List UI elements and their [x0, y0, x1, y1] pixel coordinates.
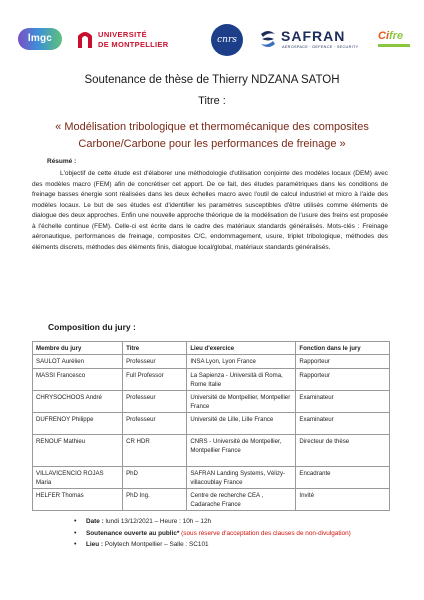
table-row: [33, 413, 390, 435]
resume-text: L'objectif de cette étude est d'élaborer une méthodologie d'utilisation conjointe des modèles locaux (DEM) avec des modèles macro (FEM) afin de concrétiser cet apport. De ce fait, des études paramétriques dans les conditions de freinage basses énergie sont réalisées dans les deux échelles macro avec l'outil de calcul industriel et micro à l'aide des modèles locaux. Le but de ses études est d'identifier les paramètres susceptibles d'être utilisés comme éléments de dialogue des deux approches. Enfin une nouvelle approche théorique de la modélisation de l'usure des freins est proposée à l'échelle continue (FEM). Celle-ci est écrite dans le cadre des matériaux standards généralisés. Mots-clés : Freinage aéronautique, performances de freinage, composites C/C, endommagement, usure, triplet tribologique, méthodes des éléments discrets, méthodes des éléments finis, dialogue local/global, matériaux standards généralisés.: [32, 170, 388, 251]
jury-title: Professeur: [123, 391, 187, 413]
jury-role: Directeur de thèse: [296, 435, 390, 467]
bullet-icon: •: [74, 518, 77, 525]
umontpellier-line1: UNIVERSITÉ: [98, 30, 148, 39]
lmgc-logo: lmgc: [18, 28, 62, 50]
jury-member: VILLAVICENCIO ROJAS Maria: [33, 467, 123, 489]
soutenance-heading: Soutenance de thèse de Thierry NDZANA SATOH: [84, 74, 340, 86]
jury-col-place: Lieu d'exercice: [187, 342, 296, 355]
jury-place: INSA Lyon, Lyon France: [187, 355, 296, 369]
date-value: lundi 13/12/2021 – Heure : 10h – 12h: [103, 518, 212, 525]
safran-tagline: AEROSPACE · DEFENCE · SECURITY: [282, 45, 359, 49]
table-row: [33, 435, 390, 467]
public-note: (sous réserve d'acceptation des clauses de non-divulgation): [179, 529, 351, 537]
jury-member: SAULOT Aurélien: [33, 355, 123, 369]
thesis-title-line1: « Modélisation tribologique et thermomécanique des composites: [55, 121, 369, 133]
table-row: [33, 489, 390, 511]
cifre-logo: [376, 26, 412, 54]
table-row: [33, 355, 390, 369]
jury-role: Encadrante: [296, 467, 390, 489]
jury-role: Rapporteur: [296, 355, 390, 369]
umontpellier-line2: DE MONTPELLIER: [98, 40, 169, 49]
jury-title: CR HDR: [123, 435, 187, 467]
jury-member: MASSI Francesco: [33, 369, 123, 391]
cifre-accent: fre: [389, 30, 404, 42]
jury-member: CHRYSOCHOOS André: [33, 391, 123, 413]
jury-place: CNRS - Université de Montpellier, Montpellier France: [187, 435, 296, 467]
jury-place: SAFRAN Landing Systems, Vélizy-villacoublay France: [187, 467, 296, 489]
jury-place: Centre de recherche CEA , Cadarache France: [187, 489, 296, 511]
bullet-icon: •: [74, 529, 77, 537]
safran-logo: [258, 26, 370, 56]
jury-title: Professeur: [123, 355, 187, 369]
titre-label: Titre :: [198, 95, 226, 107]
cifre-wordmark: [378, 30, 403, 42]
thesis-title-line2: Carbone/Carbone pour les performances de freinage »: [78, 138, 346, 150]
jury-role: Invité: [296, 489, 390, 511]
bullet-icon: •: [74, 541, 77, 548]
jury-col-member: Membre du jury: [33, 342, 123, 355]
resume-label: Résumé :: [47, 158, 77, 165]
jury-header-row: [33, 342, 390, 355]
jury-member: DUFRENOY Philippe: [33, 413, 123, 435]
safran-name: SAFRAN: [281, 28, 346, 44]
jury-place: Université de Lille, Lille France: [187, 413, 296, 435]
safran-swirl-icon: [258, 28, 278, 50]
public-label: Soutenance ouverte au public*: [86, 529, 180, 537]
table-row: [33, 391, 390, 413]
cifre-main: Ci: [378, 30, 389, 42]
cnrs-logo: cnrs: [211, 24, 243, 56]
jury-place: La Sapienza - Università di Roma, Rome Italie: [187, 369, 296, 391]
jury-member: RENOUF Mathieu: [33, 435, 123, 467]
jury-role: Examinateur: [296, 413, 390, 435]
jury-col-role: Fonction dans le jury: [296, 342, 390, 355]
jury-title: PhD Ing.: [123, 489, 187, 511]
jury-place: Université de Montpellier, Montpellier France: [187, 391, 296, 413]
lieu-label: Lieu :: [86, 541, 104, 548]
umontpellier-mark-icon: [76, 28, 94, 50]
date-label: Date :: [86, 518, 104, 525]
jury-title: Professeur: [123, 413, 187, 435]
jury-heading: Composition du jury :: [48, 322, 136, 332]
table-row: [33, 369, 390, 391]
jury-table: [32, 341, 390, 511]
jury-member: HELFER Thomas: [33, 489, 123, 511]
jury-title: Full Professor: [123, 369, 187, 391]
table-row: [33, 467, 390, 489]
jury-title: PhD: [123, 467, 187, 489]
lieu-value: Polytech Montpellier – Salle : SC101: [103, 541, 209, 548]
umontpellier-logo: [76, 26, 196, 54]
jury-role: Examinateur: [296, 391, 390, 413]
cifre-underline: [378, 44, 410, 47]
logo-bar: [14, 22, 410, 60]
jury-col-title: Titre: [123, 342, 187, 355]
jury-role: Rapporteur: [296, 369, 390, 391]
